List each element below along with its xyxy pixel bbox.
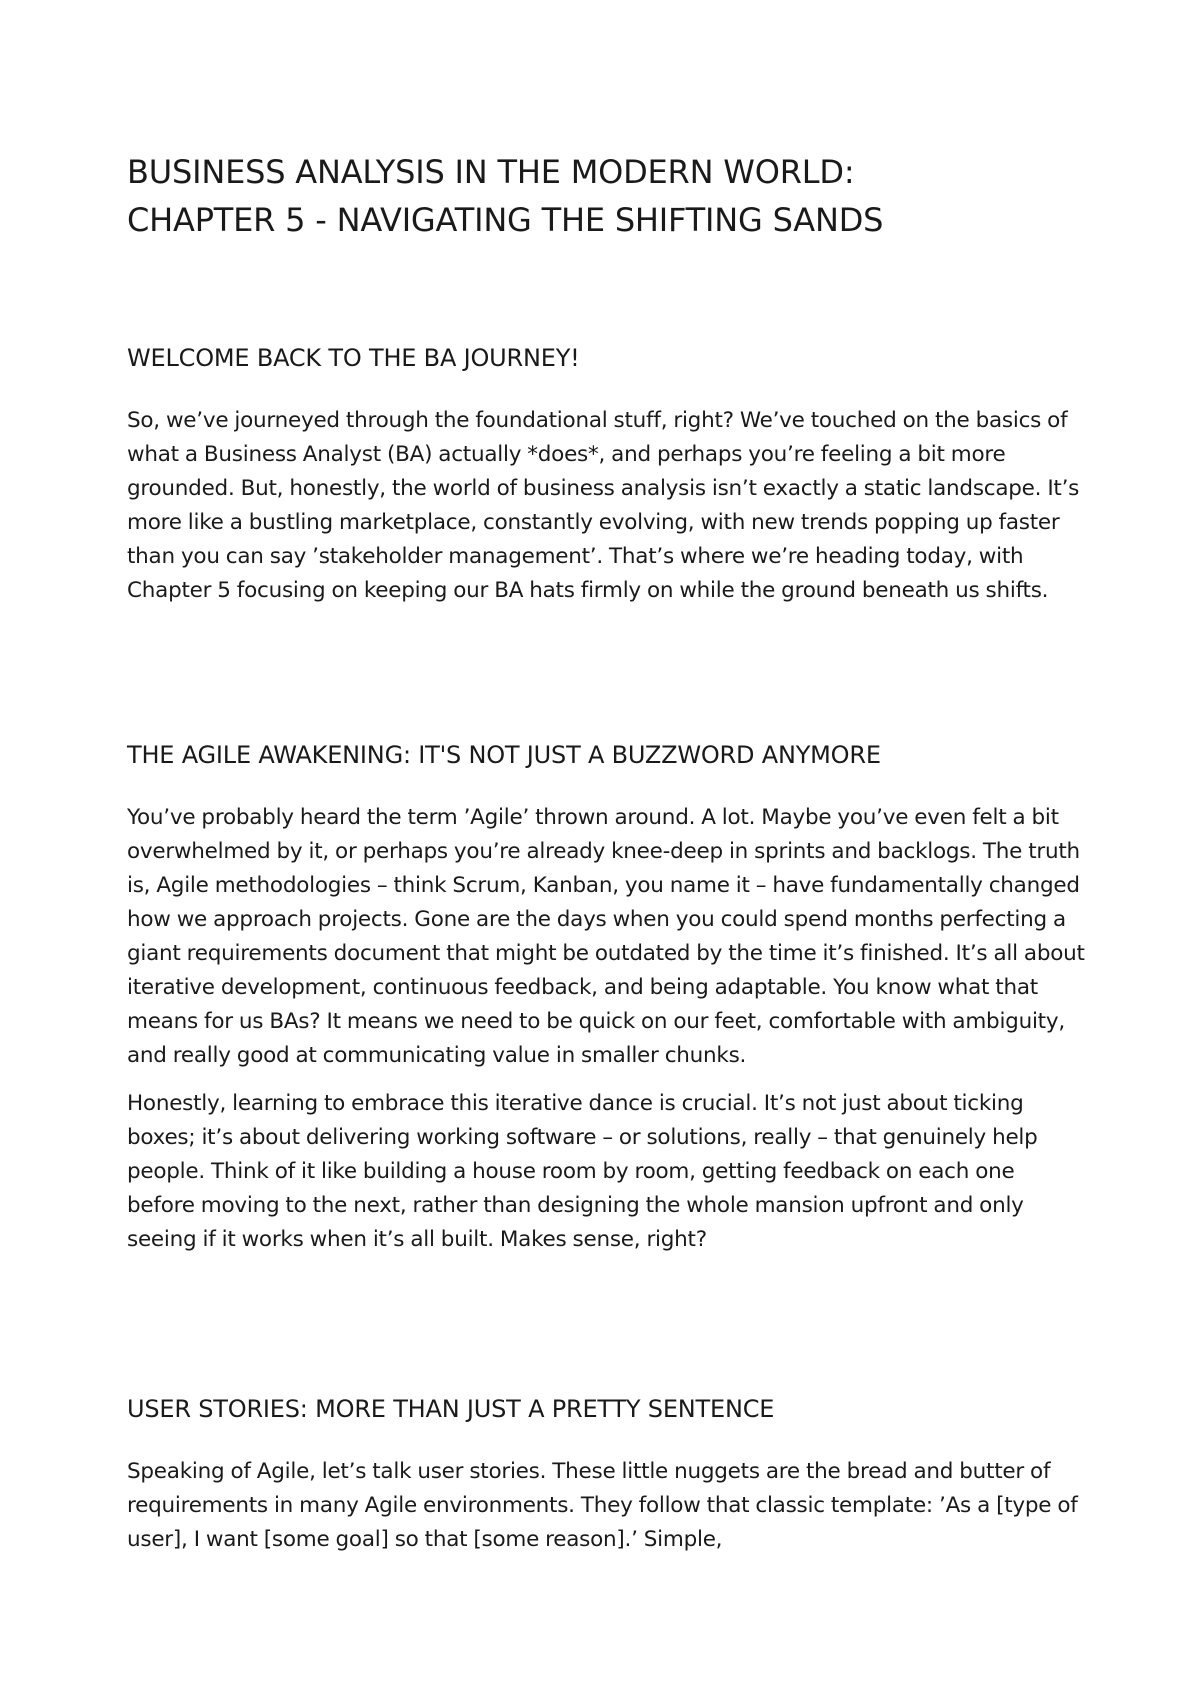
document-title <box>127 148 1087 244</box>
section-paragraph: Honestly, learning to embrace this iterative dance is crucial. It’s not just about ticking boxes; it’s about delivering working software – or solutions, really – that genuinely help people. Think of it like building a house room by room, getting feedback on each one before moving to the next, rather than designing the whole mansion upfront and only seeing if it works when it’s all built. Makes sense, right? <box>127 1091 1038 1252</box>
section-paragraph: You’ve probably heard the term ’Agile’ thrown around. A lot. Maybe you’ve even felt a bit overwhelmed by it, or perhaps you’re already knee-deep in sprints and backlogs. The truth is, Agile methodologies – think Scrum, Kanban, you name it – have fundamentally changed how we approach projects. Gone are the days when you could spend months perfecting a giant requirements document that might be outdated by the time it’s finished. It’s all about iterative development, continuous feedback, and being adaptable. You know what that means for us BAs? It means we need to be quick on our feet, comfortable with ambiguity, and really good at communicating value in smaller chunks. <box>127 805 1085 1068</box>
section-heading: WELCOME BACK TO THE BA JOURNEY! <box>127 344 580 372</box>
section-paragraph: So, we’ve journeyed through the foundational stuff, right? We’ve touched on the basics of what a Business Analyst (BA) actually *does*, and perhaps you’re feeling a bit more grounded. But, honestly, the world of business analysis isn’t exactly a static landscape. It’s more like a bustling marketplace, constantly evolving, with new trends popping up faster than you can say ’stakeholder management’. That’s where we’re heading today, with Chapter 5 focusing on keeping our BA hats firmly on while the ground beneath us shifts. <box>127 408 1080 603</box>
section-heading: USER STORIES: MORE THAN JUST A PRETTY SENTENCE <box>127 1395 775 1423</box>
section-welcome <box>127 342 1087 608</box>
title-line-2: CHAPTER 5 - NAVIGATING THE SHIFTING SANDS <box>127 201 884 239</box>
section-heading: THE AGILE AWAKENING: IT'S NOT JUST A BUZZWORD ANYMORE <box>127 741 881 769</box>
title-line-1: BUSINESS ANALYSIS IN THE MODERN WORLD: <box>127 153 855 191</box>
section-user-stories <box>127 1393 1087 1557</box>
section-paragraph: Speaking of Agile, let’s talk user stories. These little nuggets are the bread and butter of requirements in many Agile environments. They follow that classic template: ’As a [type of user], I want [some goal] so that [some reason].’ Simple, <box>127 1459 1078 1552</box>
section-agile <box>127 739 1087 1257</box>
